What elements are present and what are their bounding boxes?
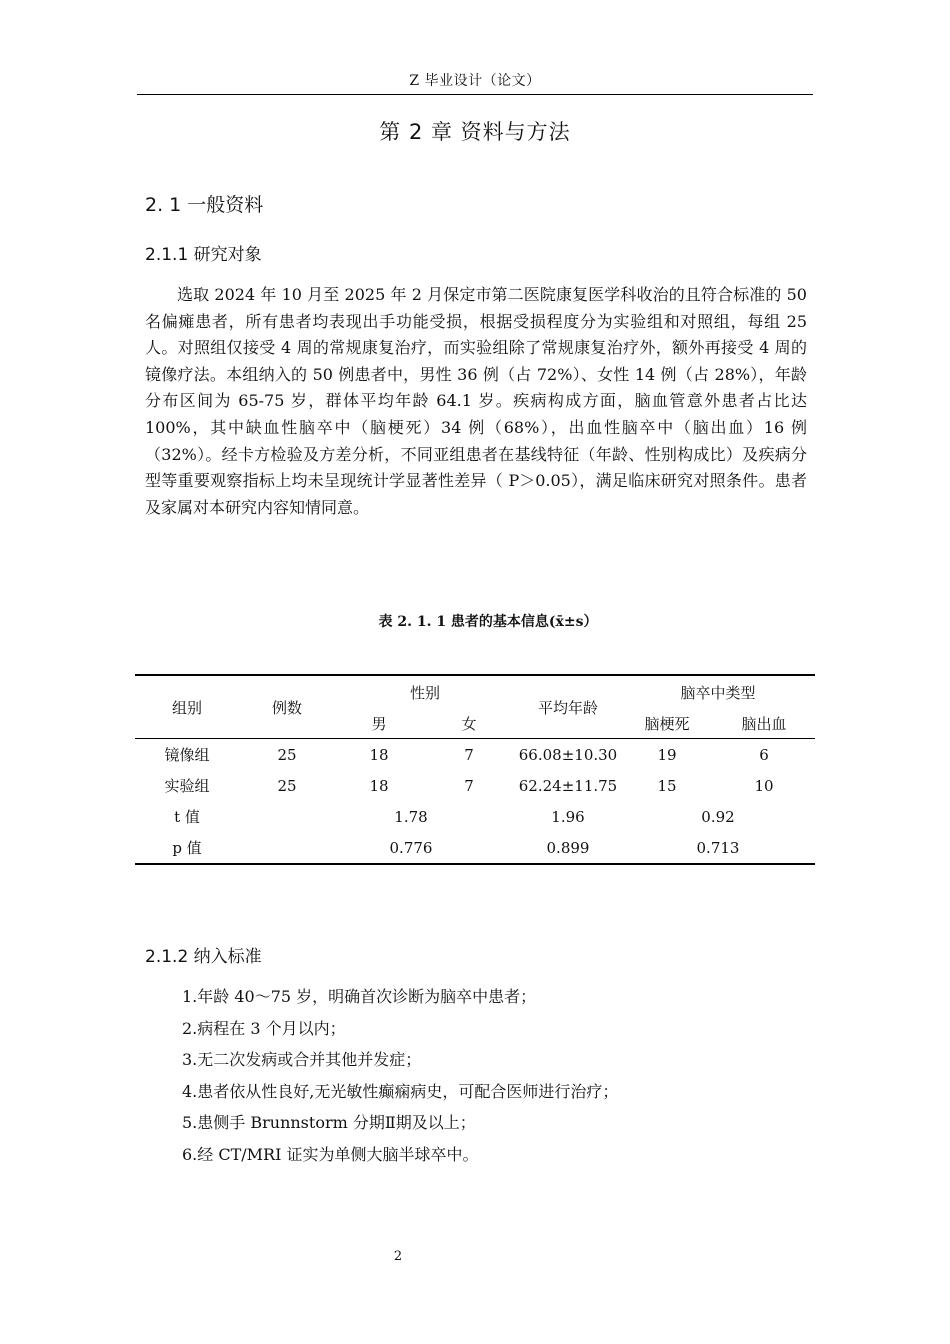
cell-hemorrhage: 6	[759, 745, 769, 764]
header-mean-age: 平均年龄	[515, 675, 621, 739]
cell-female: 7	[464, 776, 474, 795]
cell-male: 18	[369, 776, 389, 795]
table-header-row	[135, 675, 815, 708]
cell-count: 25	[277, 776, 297, 795]
chapter-title: 第 2 章 资料与方法	[379, 120, 571, 144]
list-item: 4.患者依从性良好,无光敏性癫痫病史，可配合医师进行治疗；	[182, 1081, 619, 1101]
table-row	[135, 739, 815, 771]
table-row	[135, 770, 815, 801]
p-value-row	[135, 832, 815, 864]
table-caption: 表 2. 1. 1 患者的基本信息(x̄±s）	[378, 614, 598, 630]
header-count: 例数	[239, 675, 335, 739]
cell-age: 62.24±11.75	[518, 776, 618, 795]
cell-hemorrhage: 10	[754, 776, 774, 795]
header-infarction: 脑梗死	[621, 708, 713, 739]
p-value-label: p 值	[135, 832, 239, 864]
t-value-label: t 值	[174, 808, 200, 826]
cell-age: 66.08±10.30	[518, 745, 618, 764]
cell-group: 镜像组	[164, 746, 210, 764]
t-value-stroke: 0.92	[701, 807, 735, 826]
patient-info-table	[135, 674, 815, 865]
section-heading-2-1-1: 2.1.1 研究对象	[145, 245, 262, 265]
section-heading-2-1-2: 2.1.2 纳入标准	[145, 947, 262, 967]
cell-infarction: 19	[657, 745, 677, 764]
p-value-sex: 0.776	[239, 832, 515, 864]
research-subjects-paragraph: 选取 2024 年 10 月至 2025 年 2 月保定市第二医院康复医学科收治的且符合标准的 50 名偏瘫患者，所有患者均表现出手功能受损，根据受损程度分为实验组和对照组，每组 25 人。对照组仅接受 4 周的常规康复治疗，而实验组除了常规康复治疗外，额外再接受 4 周的镜像疗法。本组纳入的 50 例患者中，男性 36 例（占 72%）、女性 14 例（占 28%），年龄分布区间为 65-75 岁，群体平均年龄 64.1 岁。疾病构成方面，脑血管意外患者占比达 100%，其中缺血性脑卒中（脑梗死）34 例（68%），出血性脑卒中（脑出血）16 例（32%）。经卡方检验及方差分析，不同亚组患者在基线特征（年龄、性别构成比）及疾病分型等重要观察指标上均未呈现统计学显著性差异（ P＞0.05），满足临床研究对照条件。患者及家属对本研究内容知情同意。	[145, 285, 807, 517]
t-value-row	[135, 801, 815, 832]
header-stroke-type: 脑卒中类型	[621, 675, 815, 708]
header-female: 女	[423, 708, 515, 739]
t-value-sex: 1.78	[394, 807, 428, 826]
cell-infarction: 15	[657, 776, 677, 795]
header-male: 男	[335, 708, 423, 739]
t-value-age: 1.96	[551, 807, 585, 826]
list-item: 3.无二次发病或合并其他并发症；	[182, 1050, 422, 1070]
list-item: 1.年龄 40～75 岁，明确首次诊断为脑卒中患者；	[182, 987, 537, 1006]
cell-count: 25	[277, 745, 297, 764]
header-hemorrhage: 脑出血	[713, 708, 815, 739]
list-item: 5.患侧手 Brunnstorm 分期Ⅱ期及以上；	[182, 1113, 476, 1133]
list-item: 2.病程在 3 个月以内；	[182, 1018, 346, 1038]
inclusion-criteria-list	[182, 981, 618, 1171]
cell-female: 7	[464, 745, 474, 764]
page-header: Z 毕业设计（论文）	[137, 70, 813, 95]
cell-male: 18	[369, 745, 389, 764]
header-sex: 性别	[335, 675, 515, 708]
header-group: 组别	[135, 675, 239, 739]
section-heading-2-1: 2. 1 一般资料	[145, 194, 264, 216]
page-number: 2	[393, 1249, 403, 1264]
list-item: 6.经 CT/MRI 证实为单侧大脑半球卒中。	[182, 1144, 479, 1164]
p-value-stroke: 0.713	[621, 832, 815, 864]
cell-group: 实验组	[164, 777, 210, 795]
p-value-age: 0.899	[515, 832, 621, 864]
